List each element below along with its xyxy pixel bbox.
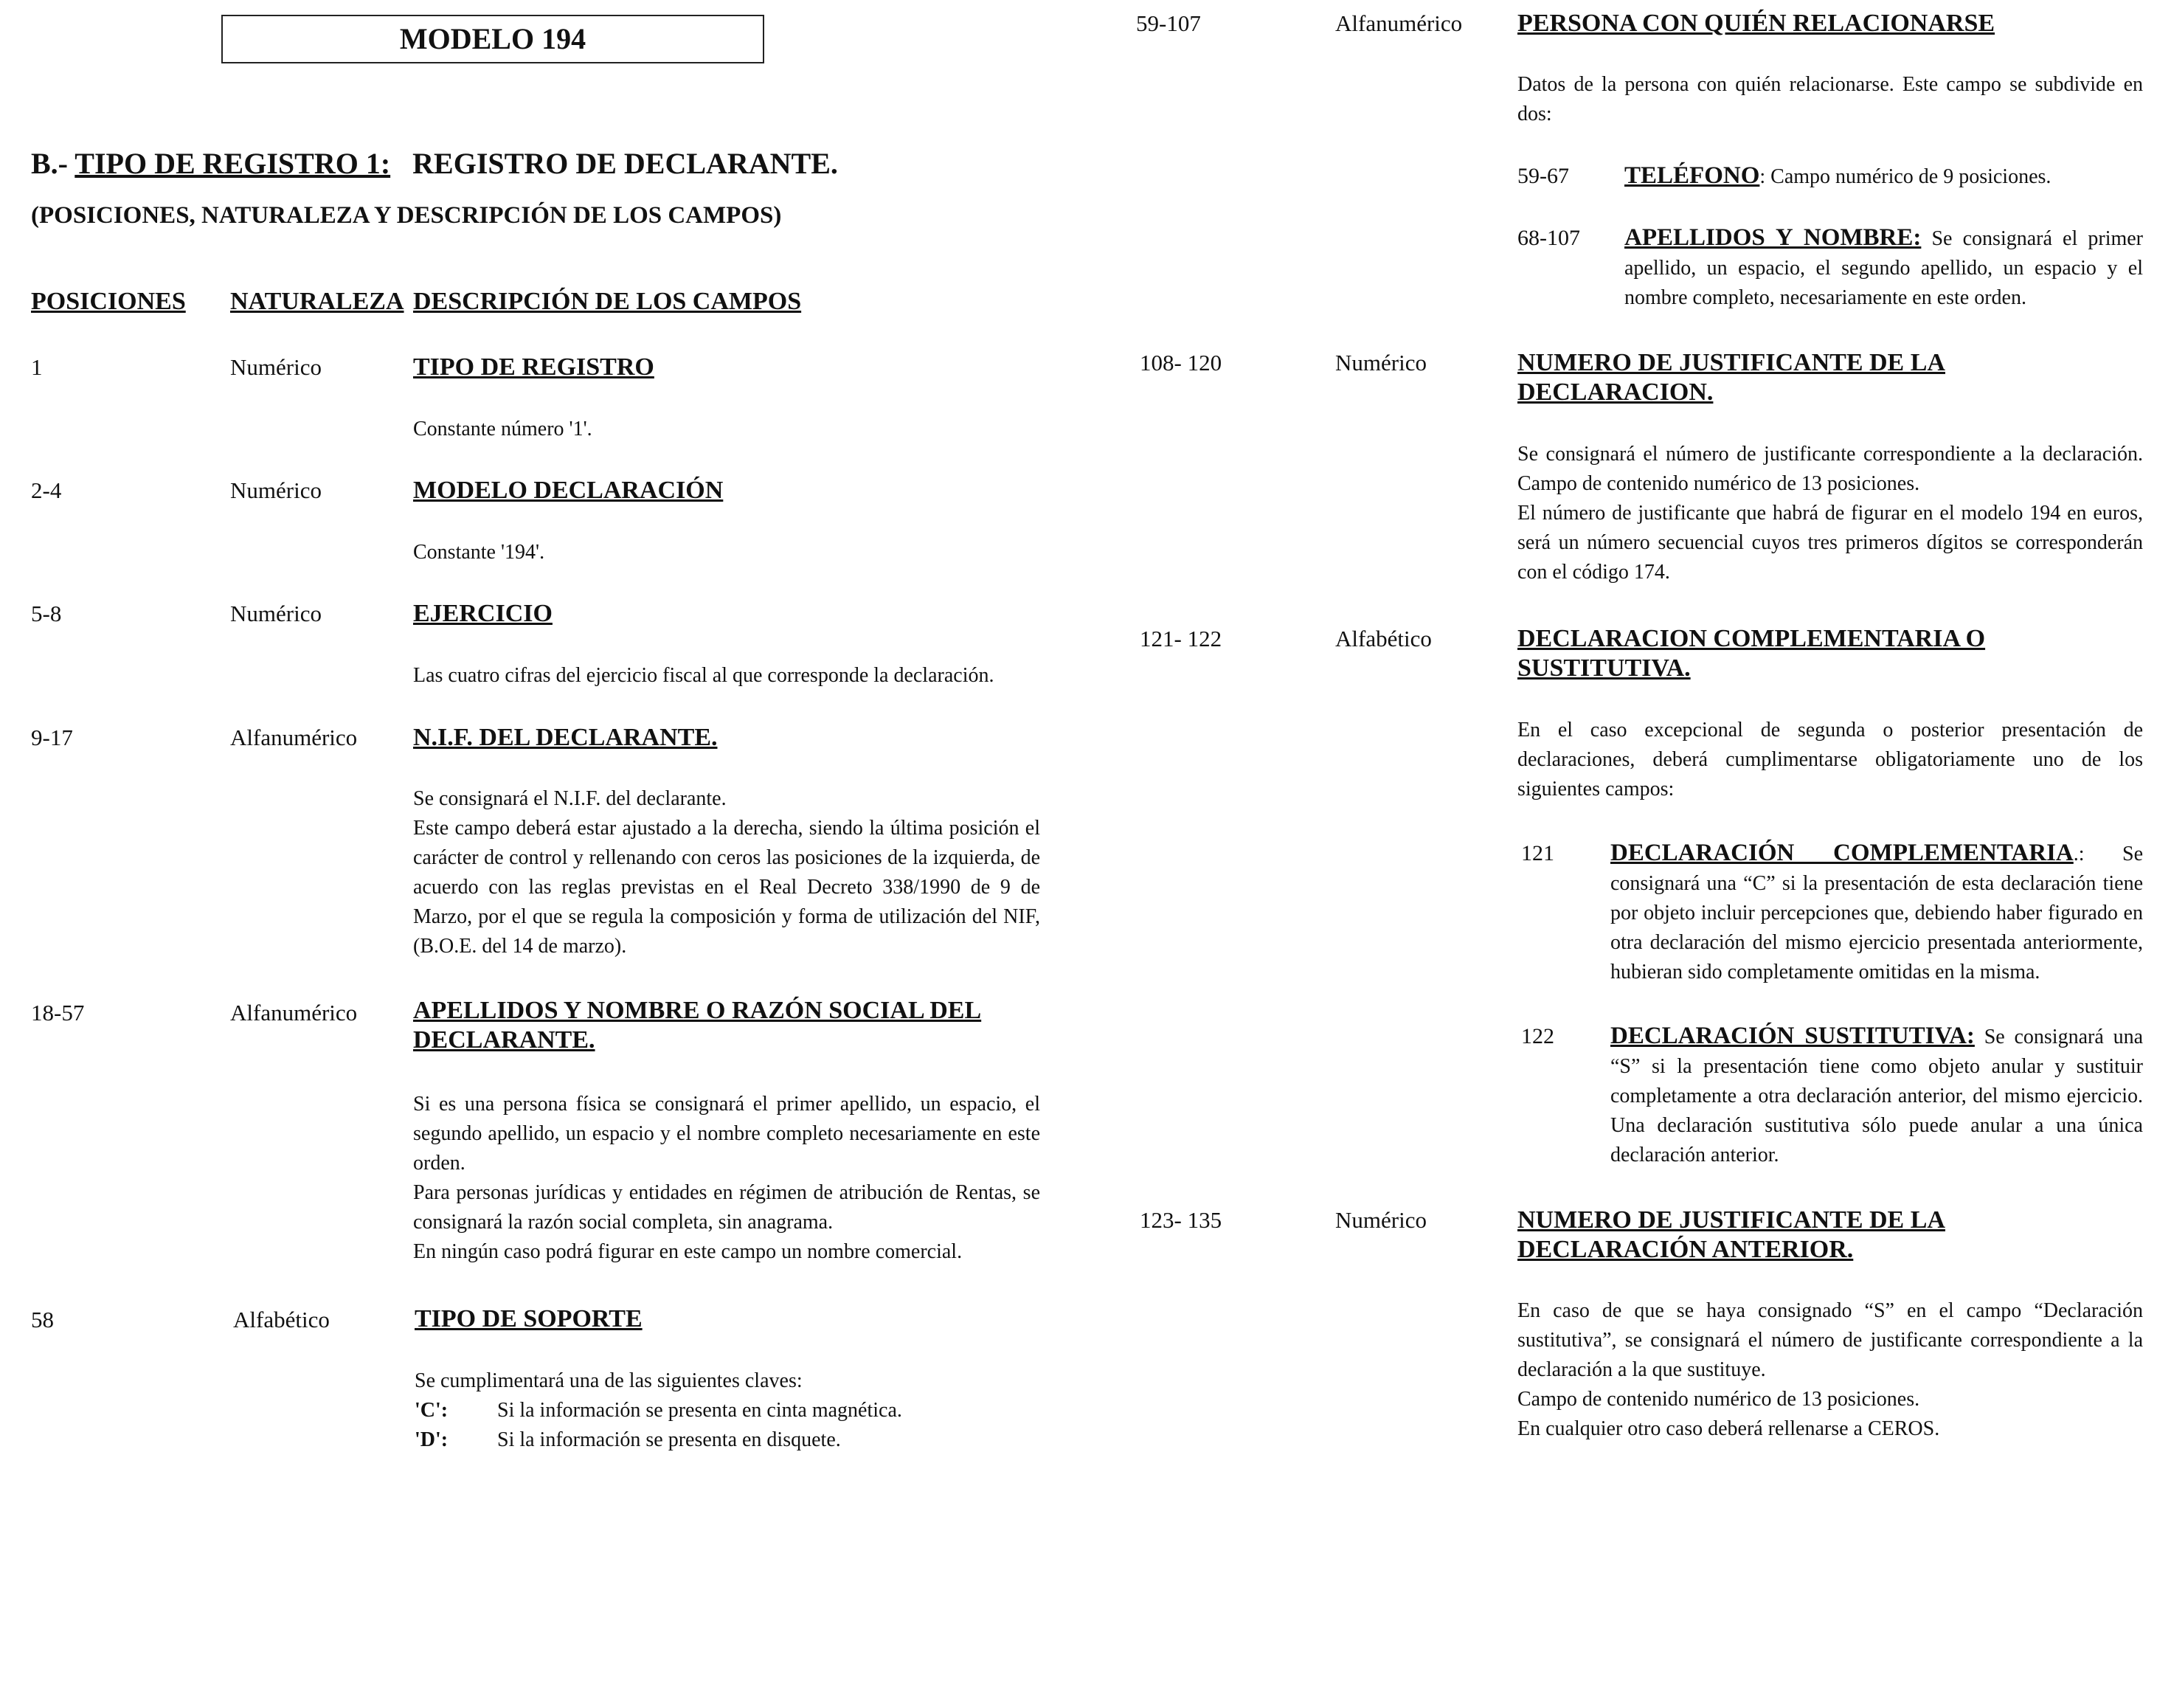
description-line: Se cumplimentará una de las siguientes claves: [415,1369,803,1392]
field-description [1517,1296,2143,1444]
description-paragraph: El número de justificante que habrá de figurar en el modelo 194 en euros, será un número secuencial cuyos tres primeros dígitos se corresponderán con el código 174. [1517,502,2143,584]
field-name: APELLIDOS Y NOMBRE O RAZÓN SOCIAL DEL DECLARANTE. [413,997,982,1054]
description-paragraph: Si es una persona física se consignará el primer apellido, un espacio, el segundo apellido, un espacio y el nombre completo necesariamente en este orden. [413,1093,1040,1175]
section-name: REGISTRO DE DECLARANTE. [412,147,838,180]
field-nature: Numérico [230,354,322,380]
field-position: 18-57 [31,1000,85,1026]
field-nature: Alfanumérico [230,725,358,750]
description-line: Campo de contenido numérico de 13 posiciones. [1517,1388,1920,1411]
section-subtitle: (POSICIONES, NATURALEZA Y DESCRIPCIÓN DE LOS CAMPOS) [31,202,782,229]
field-name: PERSONA CON QUIÉN RELACIONARSE [1517,10,1995,37]
field-nature: Alfabético [1335,626,1432,651]
field-position: 121- 122 [1140,626,1222,651]
subfield-text: .: Se consignará una “C” si la presentación de esta declaración tiene por objeto incluir percepciones que, debiendo haber figurado en otra declaración del mismo ejercicio presentada anteriormente, hubieran sido completamente omitidas en la misma. [1610,843,2143,983]
description-paragraph: En caso de que se haya consignado “S” en el campo “Declaración sustitutiva”, se consignará el número de justificante correspondiente a la declaración a la que sustituye. [1517,1299,2143,1381]
field-position: 9-17 [31,725,73,750]
field-position: 59-107 [1136,10,1201,36]
subfield-description [1610,838,2143,987]
field-description: En el caso excepcional de segunda o posterior presentación de declaraciones, deberá cumplimentarse obligatoriamente uno de los siguientes campos: [1517,719,2143,801]
field-description [1517,440,2143,587]
section-type: TIPO DE REGISTRO 1: [75,147,391,180]
subfield-description [1624,161,2143,192]
field-description [413,1090,1040,1267]
subfield-position: 121 [1521,841,1554,865]
subfield-position: 68-107 [1517,226,1580,250]
key-row [415,1425,1042,1455]
field-description [415,1366,1042,1455]
description-line: En cualquier otro caso deberá rellenarse a CEROS. [1517,1417,1940,1440]
subfield-description [1610,1021,2143,1170]
key-meaning: Si la información se presenta en cinta magnética. [497,1399,902,1422]
field-name: N.I.F. DEL DECLARANTE. [413,724,718,751]
subfield-name: DECLARACIÓN COMPLEMENTARIA [1610,840,2074,866]
field-name: TIPO DE SOPORTE [415,1305,643,1332]
subfield-text: Se consignará el primer apellido, un espacio, el segundo apellido, un espacio y el nombre completo, necesariamente en este orden. [1624,227,2144,309]
column-header-nature: NATURALEZA [230,288,404,315]
field-nature: Numérico [230,601,322,626]
key-row [415,1396,1042,1425]
description-paragraph: Este campo deberá estar ajustado a la derecha, siendo la última posición el carácter de control y rellenando con ceros las posiciones de la izquierda, de acuerdo con las reglas previstas en el Real Decreto 338/1990 de 9 de Marzo, por el que se regula la composición y forma de utilización del NIF, (B.O.E. del 14 de marzo). [413,817,1040,958]
subfield-text: : Campo numérico de 9 posiciones. [1759,165,2052,188]
subfield-position: 59-67 [1517,164,1569,188]
field-description: Constante número '1'. [413,418,592,440]
field-nature: Alfanumérico [1335,10,1463,36]
field-name: DECLARACION COMPLEMENTARIA O SUSTITUTIVA. [1517,625,1986,682]
section-heading [31,146,838,181]
key-code: 'C': [415,1399,449,1422]
field-position: 2-4 [31,477,62,503]
subfield-description [1624,223,2143,313]
field-position: 108- 120 [1140,350,1222,376]
field-name: NUMERO DE JUSTIFICANTE DE LA DECLARACIÓN ANTERIOR. [1517,1206,1945,1263]
key-code: 'D': [415,1428,449,1451]
field-nature: Alfabético [233,1307,330,1332]
subfield-name: APELLIDOS Y NOMBRE: [1624,224,1922,251]
field-nature: Numérico [230,477,322,503]
field-description: Constante '194'. [413,541,545,564]
description-line: Se consignará el N.I.F. del declarante. [413,787,727,810]
field-name: MODELO DECLARACIÓN [413,477,724,504]
field-description [413,784,1040,961]
section-prefix: B.- [31,147,75,180]
page-title: MODELO 194 [221,15,764,63]
description-line: En ningún caso podrá figurar en este campo un nombre comercial. [413,1240,963,1263]
description-paragraph: Se consignará el número de justificante correspondiente a la declaración. Campo de contenido numérico de 13 posiciones. [1517,443,2143,495]
field-position: 5-8 [31,601,62,626]
field-description: Datos de la persona con quién relacionarse. Este campo se subdivide en dos: [1517,73,2143,125]
subfield-position: 122 [1521,1024,1554,1048]
field-position: 58 [31,1307,54,1332]
key-meaning: Si la información se presenta en disquete. [497,1428,841,1451]
subfield-text: Se consignará una “S” si la presentación tiene como objeto anular y sustituir completamente a otra declaración anterior, del mismo ejercicio. Una declaración sustitutiva sólo puede anular a una única declaración anterior. [1610,1026,2143,1166]
field-nature: Numérico [1335,1207,1427,1233]
field-description: Las cuatro cifras del ejercicio fiscal al que corresponde la declaración. [413,664,994,687]
field-nature: Alfanumérico [230,1000,358,1026]
column-header-positions: POSICIONES [31,288,186,315]
field-name: TIPO DE REGISTRO [413,353,654,381]
subfield-name: DECLARACIÓN SUSTITUTIVA: [1610,1023,1975,1049]
field-name: EJERCICIO [413,600,553,627]
subfield-name: TELÉFONO [1624,162,1760,189]
field-position: 1 [31,354,43,380]
column-header-description: DESCRIPCIÓN DE LOS CAMPOS [413,288,802,315]
field-nature: Numérico [1335,350,1427,376]
field-name: NUMERO DE JUSTIFICANTE DE LA DECLARACION. [1517,349,1945,406]
description-paragraph: Para personas jurídicas y entidades en régimen de atribución de Rentas, se consignará la razón social completa, sin anagrama. [413,1181,1040,1234]
field-position: 123- 135 [1140,1207,1222,1233]
